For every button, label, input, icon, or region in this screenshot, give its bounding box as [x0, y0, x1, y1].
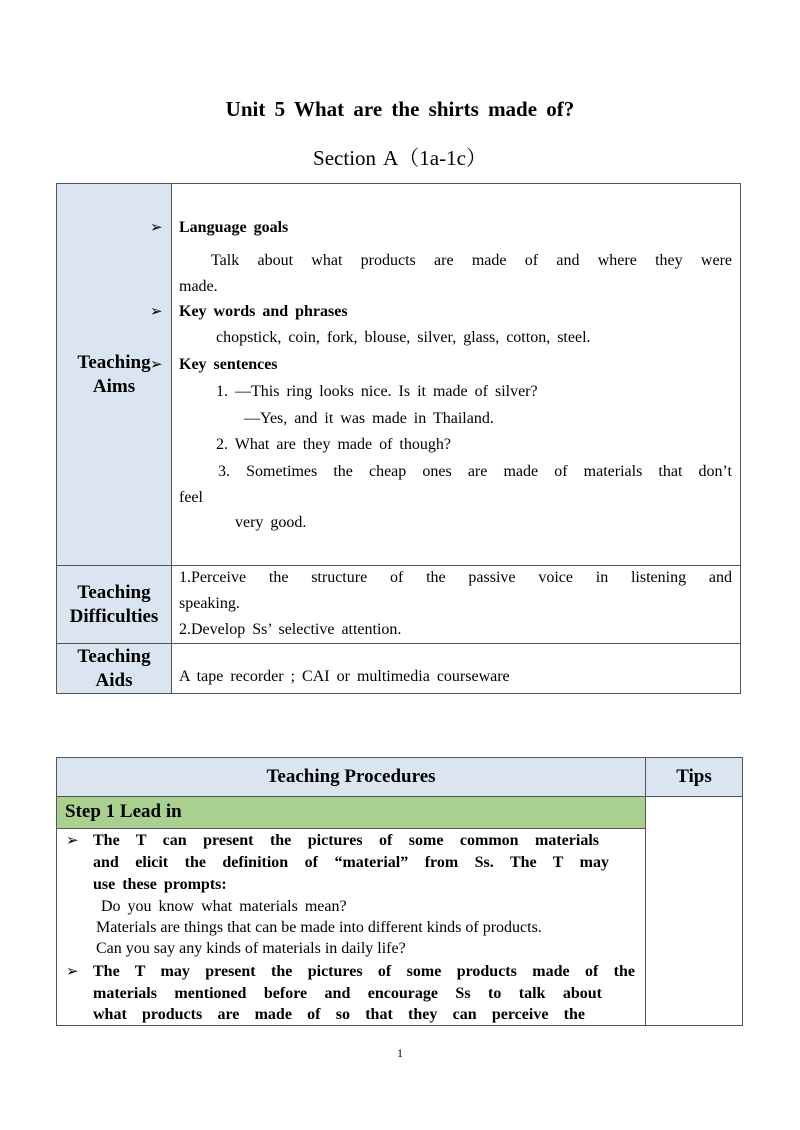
bullet2-line3: what products are made of so that they can perceive the — [93, 1006, 585, 1023]
bullet2-line2: materials mentioned before and encourage Ss to talk about — [93, 985, 602, 1002]
key-sentence-1b: —Yes, and it was made in Thailand. — [244, 410, 494, 427]
key-sentences-heading: Key sentences — [179, 356, 278, 373]
aids-label: Teaching Aids — [77, 645, 151, 691]
aims-label: Teaching Aims — [77, 351, 151, 397]
key-sentence-1a: 1. —This ring looks nice. Is it made of silver? — [216, 383, 538, 400]
bullet1-line1: The T can present the pictures of some common materials — [93, 832, 599, 849]
language-goals-line1: Talk about what products are made of and where they were — [211, 252, 732, 269]
info-table-divider-vertical — [171, 183, 172, 694]
step1-divider — [56, 828, 645, 829]
key-sentence-3b: feel — [179, 489, 203, 506]
document-title: Unit 5 What are the shirts made of? — [225, 97, 575, 121]
prompt-1: Do you know what materials mean? — [101, 898, 347, 915]
key-sentence-3a: 3. Sometimes the cheap ones are made of materials that don’t — [218, 463, 732, 480]
key-words-heading: Key words and phrases — [179, 303, 348, 320]
difficulty-1-line1: 1.Perceive the structure of the passive voice in listening and — [179, 569, 732, 586]
key-sentence-3c: very good. — [235, 514, 307, 531]
procedures-header-cell — [57, 758, 645, 796]
page-number: 1 — [397, 1046, 403, 1060]
difficulties-label-cell — [57, 566, 171, 643]
bullet-arrow-icon: ➢ — [66, 964, 79, 980]
aids-label-cell — [57, 644, 171, 693]
info-table-divider-row2 — [56, 643, 741, 644]
tips-header-cell — [646, 758, 742, 796]
prompt-2: Materials are things that can be made into different kinds of products. — [96, 919, 542, 936]
procedures-table-divider-vertical — [645, 757, 646, 1026]
bullet-arrow-icon: ➢ — [150, 357, 163, 373]
language-goals-line2: made. — [179, 278, 218, 295]
bullet2-line1: The T may present the pictures of some products made of the — [93, 963, 635, 980]
prompt-3: Can you say any kinds of materials in daily life? — [96, 940, 406, 957]
key-words-list: chopstick, coin, fork, blouse, silver, glass, cotton, steel. — [216, 329, 591, 346]
difficulty-2: 2.Develop Ss’ selective attention. — [179, 621, 402, 638]
procedures-header: Teaching Procedures — [266, 766, 436, 787]
bullet1-line2: and elicit the definition of “material” from Ss. The T may — [93, 854, 609, 871]
difficulty-1-line2: speaking. — [179, 595, 240, 612]
language-goals-heading: Language goals — [179, 219, 289, 236]
bullet-arrow-icon: ➢ — [66, 833, 79, 849]
bullet1-line3: use these prompts: — [93, 876, 227, 893]
step1-title: Step 1 Lead in — [57, 797, 645, 828]
info-table-divider-row1 — [56, 565, 741, 566]
bullet-arrow-icon: ➢ — [150, 304, 163, 320]
tips-header: Tips — [676, 766, 712, 787]
difficulties-label: Teaching Difficulties — [69, 581, 159, 627]
bullet-arrow-icon: ➢ — [150, 220, 163, 236]
section-subtitle: Section A（1a-1c） — [313, 146, 487, 170]
key-sentence-2: 2. What are they made of though? — [216, 436, 451, 453]
aids-text: A tape recorder ; CAI or multimedia courseware — [179, 668, 510, 685]
